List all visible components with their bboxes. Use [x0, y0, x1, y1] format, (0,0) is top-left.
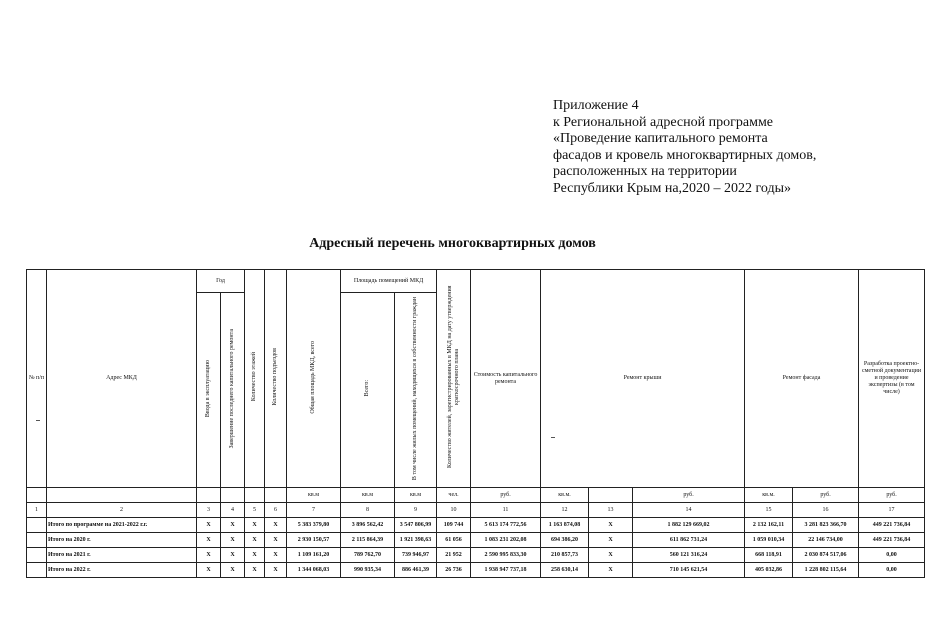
table-body	[27, 518, 925, 578]
header-premises-total: Всего:	[341, 293, 395, 488]
table-cell: 2 930 150,57	[287, 533, 341, 548]
table-cell: 449 221 736,84	[859, 518, 925, 533]
table-cell: Х	[245, 563, 265, 578]
scan-mark	[36, 420, 40, 421]
header-facade: Ремонт фасада	[745, 270, 859, 488]
column-number-cell: 13	[589, 503, 633, 518]
column-number-cell: 15	[745, 503, 793, 518]
table-cell: 1 921 398,63	[395, 533, 437, 548]
table-cell: Х	[265, 548, 287, 563]
column-number-cell: 5	[245, 503, 265, 518]
table-cell: Х	[589, 533, 633, 548]
header-total-area: Общая площадь МКД, всего	[287, 270, 341, 488]
table-cell: 22 146 734,00	[793, 533, 859, 548]
table-cell: 2 132 162,11	[745, 518, 793, 533]
table-cell: Х	[589, 563, 633, 578]
table-row	[27, 518, 925, 533]
document-title: Адресный перечень многоквартирных домов	[309, 236, 596, 251]
table-cell: 2 115 864,39	[341, 533, 395, 548]
table-cell: 739 946,97	[395, 548, 437, 563]
scan-mark	[551, 437, 555, 438]
column-number-cell: 12	[541, 503, 589, 518]
table-cell: 789 762,70	[341, 548, 395, 563]
header-num: № п/п	[27, 270, 47, 488]
table-cell	[27, 518, 47, 533]
column-numbers-row	[27, 503, 925, 518]
table-row	[27, 533, 925, 548]
unit-cell: руб.	[471, 488, 541, 503]
header-design: Разработка проектно-сметной документации и проведение экспертизы (в том числе)	[859, 270, 925, 488]
table-cell: 694 386,20	[541, 533, 589, 548]
unit-cell: кв.м.	[745, 488, 793, 503]
table-cell: 611 862 731,24	[633, 533, 745, 548]
header-year-last-repair: Завершение последнего капитального ремонта	[221, 293, 245, 488]
column-number-cell: 9	[395, 503, 437, 518]
table-cell: 710 145 621,54	[633, 563, 745, 578]
table-row	[27, 548, 925, 563]
column-number-cell: 3	[197, 503, 221, 518]
table-cell: 1 059 010,34	[745, 533, 793, 548]
header-premises-area: Площадь помещений МКД	[341, 270, 437, 293]
unit-cell	[589, 488, 633, 503]
column-number-cell: 8	[341, 503, 395, 518]
table-cell: 109 744	[437, 518, 471, 533]
appendix-header	[553, 98, 893, 198]
header-residents: Количество жителей, зарегистрированных в МКД на дату утверждения краткосрочного плана	[437, 270, 471, 488]
table-cell: 2 030 874 517,06	[793, 548, 859, 563]
table-cell: Х	[589, 518, 633, 533]
table-cell: 886 461,39	[395, 563, 437, 578]
header-cost: Стоимость капитального ремонта	[471, 270, 541, 488]
unit-cell: руб.	[793, 488, 859, 503]
table-cell: 1 163 874,08	[541, 518, 589, 533]
table-cell: Х	[589, 548, 633, 563]
table-cell: Х	[197, 563, 221, 578]
header-floors: Количество этажей	[245, 270, 265, 488]
header-year: Год	[197, 270, 245, 293]
unit-cell: руб.	[859, 488, 925, 503]
table-cell: 5 383 379,80	[287, 518, 341, 533]
header-address: Адрес МКД	[47, 270, 197, 488]
table-cell: 0,00	[859, 563, 925, 578]
unit-cell: руб.	[633, 488, 745, 503]
table-cell: 0,00	[859, 548, 925, 563]
table-cell: Х	[245, 533, 265, 548]
header-year-commission: Ввода в эксплуатацию	[197, 293, 221, 488]
row-label: Итого на 2021 г.	[47, 548, 197, 563]
table-cell: Х	[221, 533, 245, 548]
table-cell: Х	[245, 548, 265, 563]
column-number-cell: 11	[471, 503, 541, 518]
table-row	[27, 563, 925, 578]
table-cell	[27, 563, 47, 578]
units-row	[27, 488, 925, 503]
column-number-cell: 16	[793, 503, 859, 518]
table-cell: 1 109 161,20	[287, 548, 341, 563]
column-number-cell: 17	[859, 503, 925, 518]
address-list-table	[26, 269, 925, 578]
table-cell: 1 083 231 202,08	[471, 533, 541, 548]
unit-cell: кв.м	[341, 488, 395, 503]
table-cell: 1 938 947 737,18	[471, 563, 541, 578]
unit-cell: чел.	[437, 488, 471, 503]
table-cell: 560 121 316,24	[633, 548, 745, 563]
appendix-line: к Региональной адресной программе	[553, 114, 774, 130]
table-cell: Х	[221, 518, 245, 533]
table-cell: 449 221 736,84	[859, 533, 925, 548]
table-cell: 1 228 802 115,64	[793, 563, 859, 578]
appendix-line: фасадов и кровель многоквартирных домов,	[553, 147, 817, 163]
unit-cell: кв.м	[395, 488, 437, 503]
table-cell: 1 882 129 669,02	[633, 518, 745, 533]
table-cell	[27, 548, 47, 563]
column-number-cell: 10	[437, 503, 471, 518]
table-cell: 5 613 174 772,56	[471, 518, 541, 533]
table-cell: 990 935,34	[341, 563, 395, 578]
row-label: Итого на 2020 г.	[47, 533, 197, 548]
column-number-cell: 4	[221, 503, 245, 518]
column-number-cell: 2	[47, 503, 197, 518]
appendix-line: Республики Крым на,2020 – 2022 годы»	[553, 180, 792, 196]
table-cell: 3 281 823 366,70	[793, 518, 859, 533]
table-cell: 1 344 068,03	[287, 563, 341, 578]
column-number-cell: 7	[287, 503, 341, 518]
header-premises-residential: В том числе жилых помещений, находящихся в собственности граждан	[395, 293, 437, 488]
table-cell: Х	[197, 533, 221, 548]
table-cell: Х	[265, 533, 287, 548]
table-cell: Х	[197, 548, 221, 563]
table-cell: 3 896 562,42	[341, 518, 395, 533]
table-cell: Х	[265, 563, 287, 578]
table-cell: 3 547 806,99	[395, 518, 437, 533]
table-cell: 258 630,14	[541, 563, 589, 578]
table-cell: 21 952	[437, 548, 471, 563]
column-number-cell: 14	[633, 503, 745, 518]
table-cell: 26 736	[437, 563, 471, 578]
header-roof: Ремонт крыши	[541, 270, 745, 488]
appendix-line: расположенных на территории	[553, 164, 737, 180]
table-cell	[27, 533, 47, 548]
table-cell: Х	[197, 518, 221, 533]
row-label: Итого по программе на 2021-2022 г.г.	[47, 518, 197, 533]
table-cell: 61 056	[437, 533, 471, 548]
unit-cell: кв.м	[287, 488, 341, 503]
column-number-cell: 6	[265, 503, 287, 518]
unit-cell: кв.м.	[541, 488, 589, 503]
table-cell: Х	[221, 548, 245, 563]
header-entrances: Количество подъездов	[265, 270, 287, 488]
table-cell: Х	[221, 563, 245, 578]
table-cell: 668 118,91	[745, 548, 793, 563]
table-cell: Х	[265, 518, 287, 533]
table-cell: Х	[245, 518, 265, 533]
table-cell: 2 590 995 833,30	[471, 548, 541, 563]
table-cell: 405 032,86	[745, 563, 793, 578]
row-label: Итого на 2022 г.	[47, 563, 197, 578]
column-number-cell: 1	[27, 503, 47, 518]
table-cell: 210 857,73	[541, 548, 589, 563]
appendix-line: «Проведение капитального ремонта	[553, 131, 768, 147]
appendix-line: Приложение 4	[553, 98, 639, 113]
